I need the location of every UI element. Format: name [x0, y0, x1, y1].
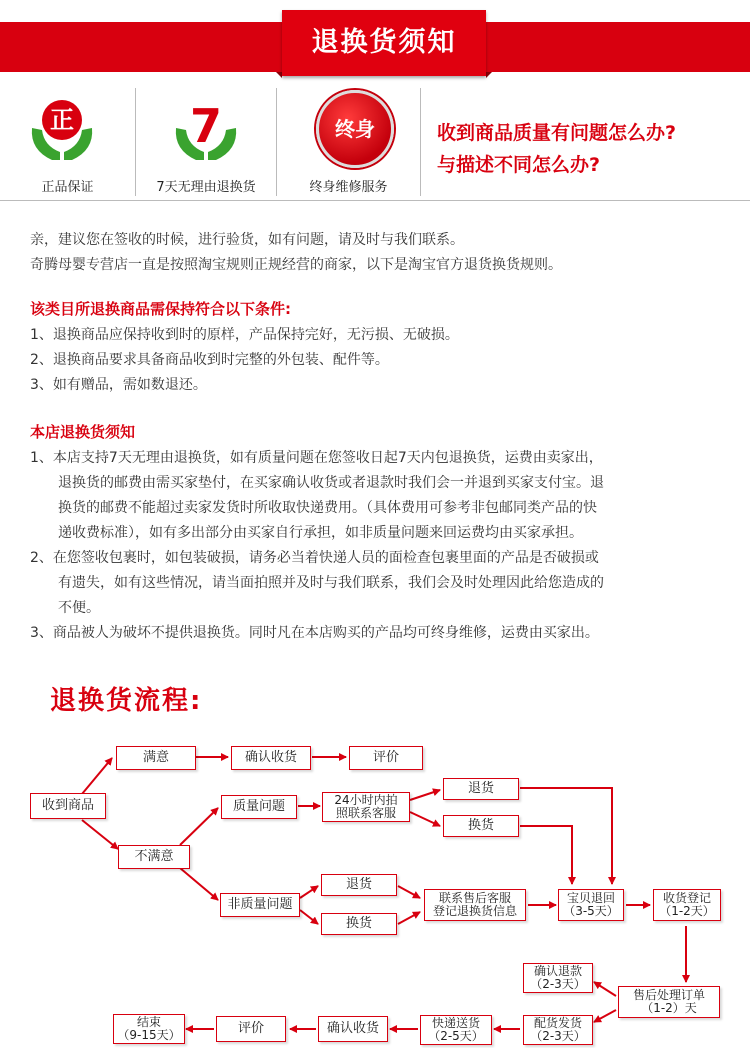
intro-line: 奇腾母婴专营店一直是按照淘宝规则正规经营的商家，以下是淘宝官方退货换货规则。: [30, 257, 562, 273]
policy-line: 1、本店支持7天无理由退换货，如有质量问题在您签收日起7天内包退换货，运费由卖家出，: [30, 450, 603, 466]
flow-node-review: 评价: [216, 1016, 286, 1042]
flow-node-process-order: 售后处理订单 （1-2）天: [618, 986, 720, 1018]
flow-node-review: 评价: [349, 746, 423, 770]
flow-node-exchange: 换货: [443, 815, 519, 837]
flow-node-contact-service: 联系售后客服 登记退换货信息: [424, 889, 526, 921]
feature-label: 7天无理由退换货: [156, 180, 256, 195]
flow-node-satisfied: 满意: [116, 746, 196, 770]
policy-line: 退换货的邮费由需买家垫付，在买家确认收货或者退款时我们会一并退到买家支付宝。退: [58, 475, 604, 491]
feature-icon-text: 终身: [335, 117, 375, 141]
policy-line: 换货的邮费不能超过卖家发货时所收取快递费用。（具体费用可参考非包邮同类产品的快: [58, 500, 597, 516]
conditions-heading: 该类目所退换商品需保持符合以下条件:: [30, 300, 292, 318]
flow-node-receipt-register: 收货登记 （1-2天）: [653, 889, 721, 921]
intro-line: 亲，建议您在签收的时候，进行验货，如有问题，请及时与我们联系。: [30, 232, 464, 248]
flow-node-item-returned: 宝贝退回 （3-5天）: [558, 889, 624, 921]
condition-item: 2、退换商品要求具备商品收到时完整的外包装、配件等。: [30, 352, 389, 368]
flow-node-confirm-receipt: 确认收货: [318, 1016, 388, 1042]
flow-node-non-quality: 非质量问题: [220, 893, 300, 917]
policy-line: 有遗失，如有这些情况，请当面拍照并及时与我们联系，我们会及时处理因此给您造成的: [58, 575, 604, 591]
policy-line: 3、商品被人为破坏不提供退换货。同时凡在本店购买的产品均可终身维修，运费由买家出。: [30, 625, 599, 641]
flow-node-quality-issue: 质量问题: [221, 795, 297, 819]
policy-line: 2、在您签收包裹时，如包装破损，请务必当着快递人员的面检查包裹里面的产品是否破损或: [30, 550, 599, 566]
flow-node-delivery: 快递送货 （2-5天）: [420, 1015, 492, 1045]
policy-heading: 本店退换货须知: [30, 423, 136, 441]
condition-item: 3、如有赠品，需如数退还。: [30, 377, 207, 393]
condition-item: 1、退换商品应保持收到时的原样，产品保持完好，无污损、无破损。: [30, 327, 459, 343]
flow-node-confirm-refund: 确认退款 （2-3天）: [523, 963, 593, 993]
question-line: 收到商品质量有问题怎么办?: [437, 122, 677, 144]
flow-node-contact-24h: 24小时内拍 照联系客服: [322, 792, 410, 822]
flow-node-receive: 收到商品: [30, 793, 106, 819]
feature-label: 正品保证: [41, 180, 94, 195]
flow-node-end: 结束 （9-15天）: [113, 1014, 185, 1044]
feature-icon-text: 正: [50, 106, 74, 134]
flow-node-unsatisfied: 不满意: [118, 845, 190, 869]
flow-node-return: 退货: [321, 874, 397, 896]
flow-node-return: 退货: [443, 778, 519, 800]
feature-icon-text: 7: [189, 99, 223, 153]
policy-line: 不便。: [58, 600, 100, 616]
flow-node-confirm-receipt: 确认收货: [231, 746, 311, 770]
page-title: 退换货须知: [311, 27, 457, 58]
question-line: 与描述不同怎么办?: [437, 154, 601, 176]
flow-title: 退换货流程:: [50, 686, 203, 716]
feature-label: 终身维修服务: [309, 180, 388, 195]
flow-node-ship: 配货发货 （2-3天）: [523, 1015, 593, 1045]
policy-line: 递收费标准），如有多出部分由买家自行承担，如非质量问题来回运费均由买家承担。: [58, 525, 583, 541]
flow-node-exchange: 换货: [321, 913, 397, 935]
